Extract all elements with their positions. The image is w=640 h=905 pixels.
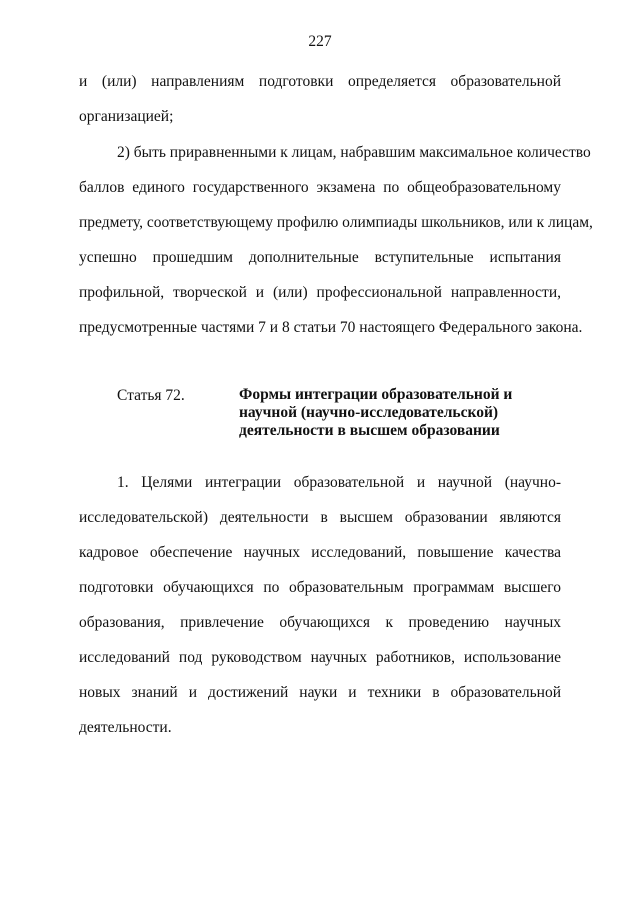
text-line: 2) быть приравненными к лицам, набравшим максимальное количество (117, 144, 591, 161)
text-line: кадровое обеспечение научных исследований, повышение качества (79, 544, 561, 561)
text-line: исследовательской) деятельности в высшем образовании являются (79, 509, 561, 526)
text-line: новых знаний и достижений науки и техники в образовательной (79, 684, 561, 701)
article-title (239, 386, 512, 440)
article-title-line: Формы интеграции образовательной и (239, 386, 513, 403)
article-title-line: научной (научно-исследовательской) (239, 404, 499, 421)
text-line: и (или) направлениям подготовки определяется образовательной (79, 73, 561, 90)
text-line: баллов единого государственного экзамена по общеобразовательному (79, 179, 561, 196)
text-line: образования, привлечение обучающихся к проведению научных (79, 614, 561, 631)
text-line: профильной, творческой и (или) профессиональной направленности, (79, 284, 561, 301)
text-line: предусмотренные частями 7 и 8 статьи 70 настоящего Федерального закона. (79, 319, 583, 336)
text-line: успешно прошедшим дополнительные вступительные испытания (79, 249, 561, 266)
text-line: подготовки обучающихся по образовательным программам высшего (79, 579, 561, 596)
text-line: исследований под руководством научных работников, использование (79, 649, 561, 666)
page-number: 227 (308, 33, 332, 50)
text-line: организацией; (79, 108, 174, 125)
text-line: предмету, соответствующему профилю олимпиады школьников, или к лицам, (79, 214, 593, 231)
article-title-line: деятельности в высшем образовании (239, 422, 500, 439)
text-line: деятельности. (79, 719, 172, 736)
article-label: Статья 72. (117, 387, 185, 404)
text-line: 1. Целями интеграции образовательной и научной (научно- (117, 474, 561, 491)
